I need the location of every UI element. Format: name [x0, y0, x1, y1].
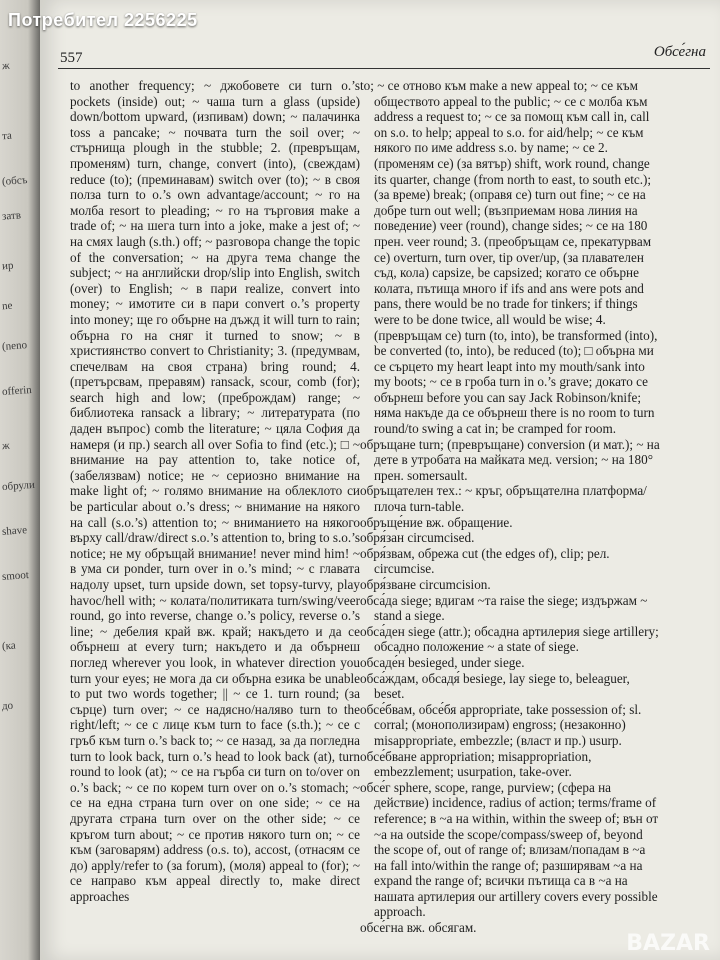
dictionary-entry: обря́звам, обрежа cut (the edges of), clip; рел. circumcise. [360, 545, 610, 577]
margin-fragment: (ка [1, 639, 17, 653]
dictionary-entry: обса́да siege; вдигам ~та raise the siege; издържам ~ stand a siege. [360, 592, 648, 624]
margin-fragment: shave [1, 524, 28, 538]
margin-fragment: ne [1, 299, 13, 313]
dictionary-entry: обса́ден siege (attr.); обсадна артилерия siege artillery; обсадно положение ~ a state of siege. [360, 623, 659, 655]
site-logo: BAZAR [626, 931, 710, 956]
margin-fragment: smoot [1, 569, 30, 583]
page-number: 557 [60, 50, 83, 66]
margin-fragment: до [1, 699, 14, 713]
margin-fragment: затв [1, 209, 22, 223]
margin-fragment: ир [1, 259, 14, 273]
right-column [360, 78, 660, 936]
header-rule [58, 68, 710, 69]
running-head: Обсе́гна [653, 44, 706, 60]
user-watermark: Потребител 2256225 [8, 10, 198, 30]
entry-text: to another frequency; ~ джобовете си turn o.’s pockets (inside) out; ~ чаша turn a glass (upside) down/bottom upward, (изпивам) down; ~ палачинка toss a pancake; ~ почвата turn the soil over; ~ стърнища plough in the stubble; 2. (превръщам, променям) turn, change, convert (into), (свеждам) reduce (to); (преминавам) switch over (to); ~ в своя полза turn to o.’s own advantage/account; ~ го на молба resort to pleading; ~ го на търговия make a trade of; ~ на шега turn into a joke, make a jest of; ~ на смях laugh (s.th.) off; ~ разговора change the topic of the conversation; ~ на друга тема change the subject; ~ на английски drop/slip into English, switch (over) to English; ~ в пари realize, convert into money; ~ имотите си в пари convert o.’s property into money; ще го обърне на дъжд it will turn to rain; обърна го на сняг it turned to snow; ~ в християнство convert to Christianity; 3. (предумвам, спечелвам на своя страна) bring round; 4. (претърсвам, преравям) ransack, scour, comb (for); search high and low; (преброждам) range; ~ библиотека ransack a library; ~ литературата (по даден въпрос) comb the literature; ~ цяла София да намеря (и пр.) search all over Sofia to find (etc.); □ ~ внимание на pay attention to, take notice of, (забелязвам) notice; не ~ сериозно внимание на make light of; ~ голямо внимание на облеклото си be particular about o.’s dress; ~ внимание на някого на call (s.o.’s) attention to; ~ вниманието на някого върху call/draw/direct s.o.’s attention to, bring to s.o.’s notice; не му обръщай внимание! never mind him! ~ в ума си ponder, turn over in o.’s mind; ~ с главата надолу upset, turn upside down, set topsy-turvy, play havoc/hell with; ~ колата/политиката turn/swing/veer round, go into reverse, change o.’s policy, reverse o.’s line; ~ дебелия край вж. край; накъдето и да се обърнеш at every turn; накъдето и да обърнеш поглед wherever you look, in whatever direction you turn your eyes; не мога да си обърна езика be unable to put two words together; || ~ се 1. turn round; (за сърце) turn over; ~ се надясно/наляво turn to the right/left; ~ се с лице към turn to face (s.th.); ~ се с гръб към turn o.’s back to; ~ се назад, за да погледна turn to look back, turn o.’s head to look back (at), turn round to look (at); ~ се на гърба си turn on to/over on o.’s back; ~ се по корем turn over on o.’s stomach; ~ се на една страна turn over on one side; ~ се на другата страна turn over on the other side; ~ се кръгом turn about; ~ се против някого turn on; ~ се към (заговарям) address (o.s. to), accost, (отнасям се до) apply/refer to (за forum), (моля) appeal to (for); ~ се направо към appeal directly to, make direct approaches [70, 78, 360, 904]
left-column [70, 78, 360, 904]
dictionary-entry: обсаде́н besieged, under siege. [360, 654, 525, 670]
dictionary-entry: обсе́гна вж. обсягам. [360, 920, 477, 936]
dictionary-entry: обсе́г sphere, scope, range, purview; (сфера на действие) incidence, radius of action; terms/frame of reference; в ~а на within, within the sweep of; вън от ~а на outside the scope/compass/sweep of, beyond the scope of, out of range of; влизам/попадам в ~а на fall into/within the range of; разширявам ~а на expand the range of; всички пътища са в ~а на нашата артилерия our artillery covers every possible approach. [360, 779, 659, 920]
dictionary-entry: обсе́бване appropriation; misappropriation, embezzlement; usurpation, take-over. [360, 748, 592, 780]
margin-fragment: ж [1, 439, 11, 453]
margin-fragment: обрули [1, 478, 36, 494]
dictionary-entry: обръщателен тех.: ~ кръг, обръщателна платформа/плоча turn-table. [360, 483, 647, 515]
margin-fragment: offerin [1, 383, 33, 399]
dictionary-entry: to; ~ се отново към make a new appeal to; ~ се към обществото appeal to the public; ~ се с молба към address a request to; ~ се за помощ към call in, call on s.o. to help; appeal to s.o. for aid/help; ~ се към някого по име address s.o. by name; ~ се 2. (променям се) (за вятър) shift, work round, change its quarter, change (from north to east, to south etc.); (за време) break; (оправя се) turn out fine; ~ се на добре turn out well; (възприемам нова линия на поведение) veer (round), change sides; ~ се на 180 прен. veer round; 3. (преобръщам се, прекатурвам се) overturn, turn over, tip over/up, (за плавателен съд, кола) capsize, be capsized; когато се обърне колата, пътища много if ifs and ans were pots and pans, there would be no trade for tinkers; if things were to be done twice, all would be wise; 4. (превръщам се) turn (to, into), be transformed (into), be converted (to, into), be reduced (to); □ обърна ми се сърцето my heart leapt into my mouth/sank into my boots; ~ се в гроба turn in o.’s grave; докато се обърнеш before you can say Jack Robinson/knife; няма накъде да се обърнеш there is no room to turn round/to swing a cat in; be cramped for room. [360, 78, 658, 437]
dictionary-entry: обръщане turn; (превръщане) conversion (и мат.); ~ на дете в утробата на майката мед. version; ~ на 180° прен. somersault. [360, 436, 660, 483]
margin-fragment: та [1, 129, 13, 143]
margin-fragment: (обсъ [1, 174, 28, 188]
dictionary-entry: обсе́бвам, обсе́бя appropriate, take possession of; sl. corral; (монополизирам) engross; (незаконно) misappropriate, embezzle; (власт и пр.) usurp. [360, 701, 642, 748]
margin-fragment: ж [1, 59, 11, 73]
dictionary-entry: обса́ждам, обсадя́ besiege, lay siege to, beleaguer, beset. [360, 670, 630, 702]
margin-fragment: (neno [1, 339, 28, 353]
dictionary-entry: обря́зване circumcision. [360, 577, 491, 592]
dictionary-entry: обръще́ние вж. обращение. [360, 514, 513, 530]
dictionary-entry: обря́зан circumcised. [360, 530, 475, 546]
dictionary-page [40, 0, 720, 960]
facing-page-edge [0, 0, 40, 960]
